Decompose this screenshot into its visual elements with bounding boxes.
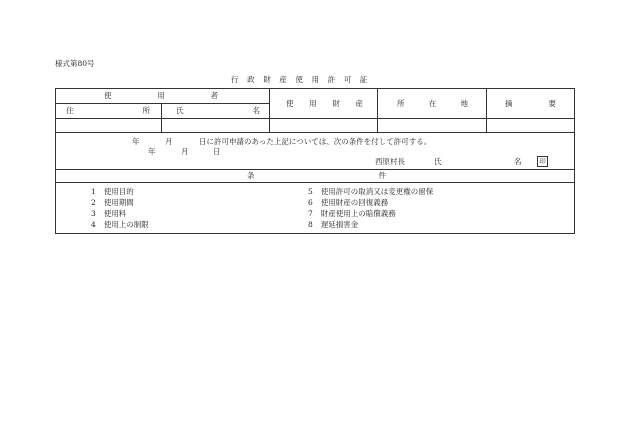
rule-header-bottom [55,118,575,119]
name-label [176,107,260,115]
seal-stamp: 印 [537,156,548,167]
property-header [286,100,363,108]
form-number: 様式第80号 [55,59,95,68]
permit-date-year: 年 [148,147,156,156]
property-header-char: 用 [309,99,317,108]
address-label-char: 住 [66,106,74,115]
condition-text: 使用財産の回復義務 [320,198,389,207]
condition-text: 使用期間 [103,198,134,207]
rule-location-divider [486,88,487,132]
rule-entry-bottom [55,132,575,133]
location-header-char: 所 [397,99,405,108]
application-date-month: 月 [165,137,173,146]
condition-item [91,210,126,218]
location-header-char: 地 [460,99,468,108]
property-header-char: 産 [355,99,363,108]
condition-number: 7 [308,209,313,218]
condition-text: 使用目的 [103,187,134,196]
condition-item [308,199,388,207]
permit-statement-text: 日に許可申請のあった上記については、次の条件を付して許可する。 [199,137,432,146]
remarks-header-char: 要 [548,99,556,108]
condition-text: 使用上の制限 [103,220,149,229]
property-header-char: 財 [332,99,340,108]
issuer-title: 西原村長 [375,157,405,166]
remarks-header-char: 摘 [505,99,513,108]
property-header-char: 使 [286,99,294,108]
issuer-name-label: 氏 [434,157,442,166]
permit-date-day: 日 [213,147,221,156]
issuer-name-label: 名 [514,157,522,166]
rule-user-subheader [55,103,269,104]
rule-user-divider [269,88,270,132]
condition-number: 1 [91,187,96,196]
location-header [397,100,468,108]
user-header [104,92,218,100]
document-title: 行政財産使用許可証 [231,75,376,84]
rule-statement-bottom [55,169,575,170]
location-header-char: 在 [428,99,437,108]
condition-text: 使用料 [103,209,127,218]
condition-number: 8 [308,220,313,229]
conditions-header [247,172,386,180]
permit-date-month: 月 [181,147,189,156]
rule-name-divider [161,103,162,132]
condition-item [91,188,134,196]
condition-number: 4 [91,220,96,229]
conditions-header-char: 件 [378,171,386,180]
condition-number: 6 [308,198,313,207]
name-label-char: 氏 [176,106,184,115]
condition-number: 2 [91,198,96,207]
condition-text: 財産使用上の賠償義務 [320,209,396,218]
address-label-char: 所 [142,106,150,115]
condition-number: 3 [91,209,96,218]
condition-text: 使用許可の取消又は変更権の留保 [320,187,434,196]
rule-property-divider [377,88,378,132]
condition-item [308,210,396,218]
remarks-header [505,100,556,108]
application-date-year: 年 [132,137,140,146]
condition-item [91,199,134,207]
name-label-char: 名 [252,106,260,115]
user-header-char: 使 [104,91,112,100]
condition-item [308,188,433,196]
condition-number: 5 [308,187,313,196]
condition-text: 遅延損害金 [320,220,359,229]
user-header-char: 用 [157,91,165,100]
condition-item [91,221,149,229]
address-label [66,107,150,115]
user-header-char: 者 [210,91,218,100]
condition-item [308,221,358,229]
rule-conditions-header-bottom [55,182,575,183]
conditions-header-char: 条 [247,171,255,180]
